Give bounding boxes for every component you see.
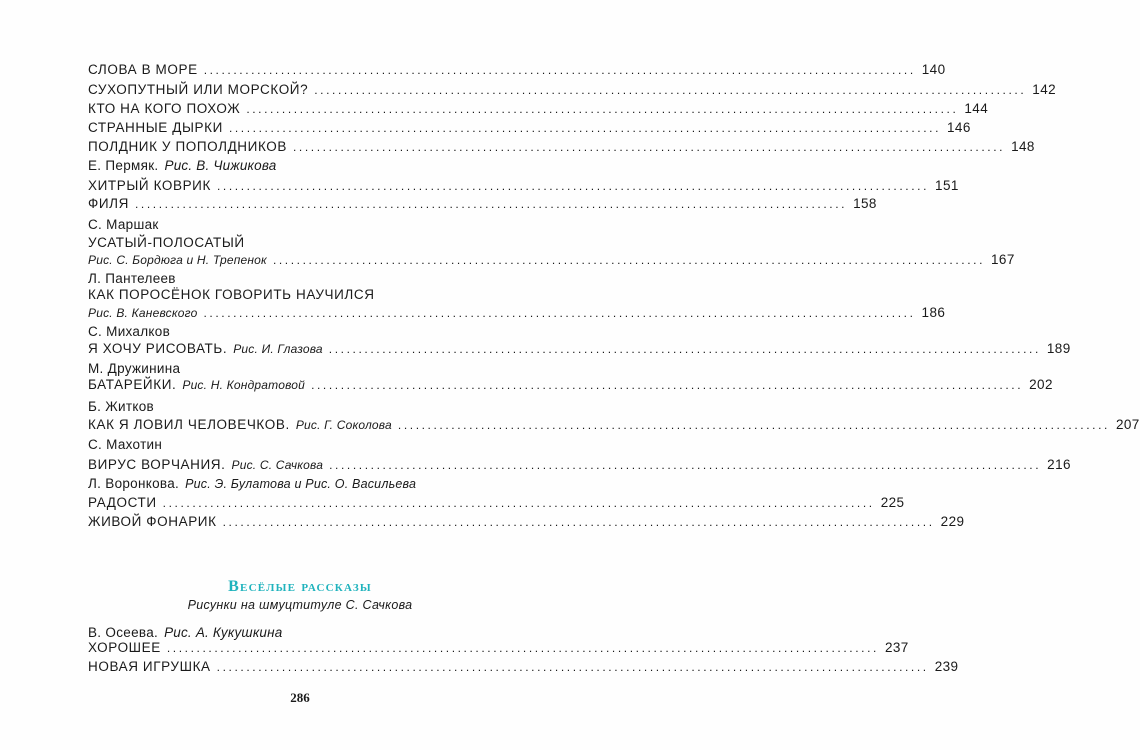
entry-page: 151 [935,178,959,193]
toc-illustrator-line [88,252,1015,268]
entry-title: ФИЛЯ [88,196,129,211]
author-line [88,217,498,233]
section-subtitle: Рисунки на шмуцтитуле С. Сачкова [187,598,413,612]
entry-title: ЖИВОЙ ФОНАРИК [88,514,217,529]
entry-title: КАК Я ЛОВИЛ ЧЕЛОВЕЧКОВ. [88,417,290,432]
page-number: 286 [290,690,310,705]
dot-leader: ........................................................................................................................ [134,197,848,211]
illustrator: Рис. Н. Кондратовой [182,378,306,392]
author-name: М. Дружинина [88,361,181,376]
entry-page: 229 [940,514,965,529]
toc-entry[interactable] [88,377,1053,393]
section-title: Весёлые рассказы [228,578,372,595]
dot-leader: ........................................................................................................................ [329,458,1042,472]
entry-page: 158 [853,196,877,211]
illustrator: Рис. В. Чижикова [164,158,277,173]
entry-title: РАДОСТИ [88,495,157,510]
dot-leader: ........................................................................................................................ [272,253,986,267]
entry-page: 146 [947,120,971,135]
entry-title: Я ХОЧУ РИСОВАТЬ. [88,341,228,356]
author-name: Е. Пермяк. [88,158,159,173]
illustrator: Рис. Г. Соколова [295,418,392,432]
toc-entry[interactable] [88,82,1057,98]
toc-entry[interactable] [88,101,989,117]
illustrator: Рис. И. Глазова [233,342,323,356]
entry-page: 207 [1115,417,1140,432]
dot-leader: ........................................................................................................................ [203,63,916,77]
entry-page: 167 [991,252,1015,267]
toc-entry[interactable] [88,287,498,303]
entry-page: 216 [1047,457,1071,472]
dot-leader: ........................................................................................................................ [311,378,1024,392]
entry-title: КАК ПОРОСЁНОК ГОВОРИТЬ НАУЧИЛСЯ [88,287,375,302]
toc-entry[interactable] [88,417,1140,433]
toc-entry[interactable] [88,457,1071,473]
dot-leader: ........................................................................................................................ [292,140,1006,154]
entry-page: 140 [921,62,946,77]
dot-leader: ........................................................................................................................ [222,515,935,529]
author-name: С. Михалков [88,324,171,339]
entry-title: ХИТРЫЙ КОВРИК [88,178,211,193]
author-line [88,158,498,174]
illustrator: Рис. Э. Булатова и Рис. О. Васильева [185,477,417,491]
author-name: С. Махотин [88,437,163,452]
entry-page: 239 [934,659,959,674]
dot-leader: ........................................................................................................................ [162,496,875,510]
dot-leader: ........................................................................................................................ [328,342,1041,356]
toc-entry[interactable] [88,178,959,194]
author-line [88,324,498,340]
entry-title: СТРАННЫЕ ДЫРКИ [88,120,223,135]
entry-page: 186 [921,305,946,320]
entry-title: КТО НА КОГО ПОХОЖ [88,101,241,116]
author-line [88,476,498,492]
entry-title: УСАТЫЙ-ПОЛОСАТЫЙ [88,235,245,250]
dot-leader: ........................................................................................................................ [314,83,1027,97]
author-name: В. Осеева. [88,625,159,640]
author-name: Б. Житков [88,399,154,414]
dot-leader: ........................................................................................................................ [166,641,879,655]
entry-title: ВИРУС ВОРЧАНИЯ. [88,457,226,472]
entry-page: 237 [884,640,909,655]
toc-entry[interactable] [88,235,498,251]
entry-title: БАТАРЕЙКИ. [88,377,177,392]
entry-page: 202 [1029,377,1053,392]
toc-entry[interactable] [88,514,965,530]
dot-leader: ........................................................................................................................ [216,660,929,674]
illustrator: Рис. С. Бордюга и Н. Трепенок [88,253,267,267]
toc-entry[interactable] [88,659,959,675]
dot-leader: ........................................................................................................................ [203,306,916,320]
dot-leader: ........................................................................................................................ [228,121,942,135]
author-name: Л. Пантелеев [88,271,176,286]
entry-page: 142 [1032,82,1057,97]
dot-leader: ........................................................................................................................ [246,102,959,116]
author-line [88,437,498,453]
toc-entry[interactable] [88,640,909,656]
author-name: С. Маршак [88,217,159,232]
toc-entry[interactable] [88,120,971,136]
entry-page: 189 [1046,341,1071,356]
illustrator: Рис. В. Каневского [88,306,198,320]
author-line [88,271,498,287]
entry-title: ХОРОШЕЕ [88,640,161,655]
illustrator: Рис. С. Сачкова [231,458,324,472]
author-name: Л. Воронкова. [88,476,180,491]
entry-title: НОВАЯ ИГРУШКА [88,659,211,674]
dot-leader: ........................................................................................................................ [216,179,930,193]
entry-title: ПОЛДНИК У ПОПОЛДНИКОВ [88,139,287,154]
toc-entry[interactable] [88,196,877,212]
entry-page: 225 [880,495,905,510]
entry-title: СУХОПУТНЫЙ ИЛИ МОРСКОЙ? [88,82,309,97]
author-line [88,625,498,641]
toc-illustrator-line [88,305,946,321]
author-line [88,361,498,377]
toc-entry[interactable] [88,62,946,78]
toc-entry[interactable] [88,139,1035,155]
entry-title: СЛОВА В МОРЕ [88,62,198,77]
illustrator: Рис. А. Кукушкина [164,625,283,640]
author-line [88,399,498,415]
toc-entry[interactable] [88,495,905,511]
entry-page: 148 [1011,139,1035,154]
toc-entry[interactable] [88,341,1071,357]
entry-page: 144 [964,101,989,116]
dot-leader: ........................................................................................................................ [397,418,1110,432]
